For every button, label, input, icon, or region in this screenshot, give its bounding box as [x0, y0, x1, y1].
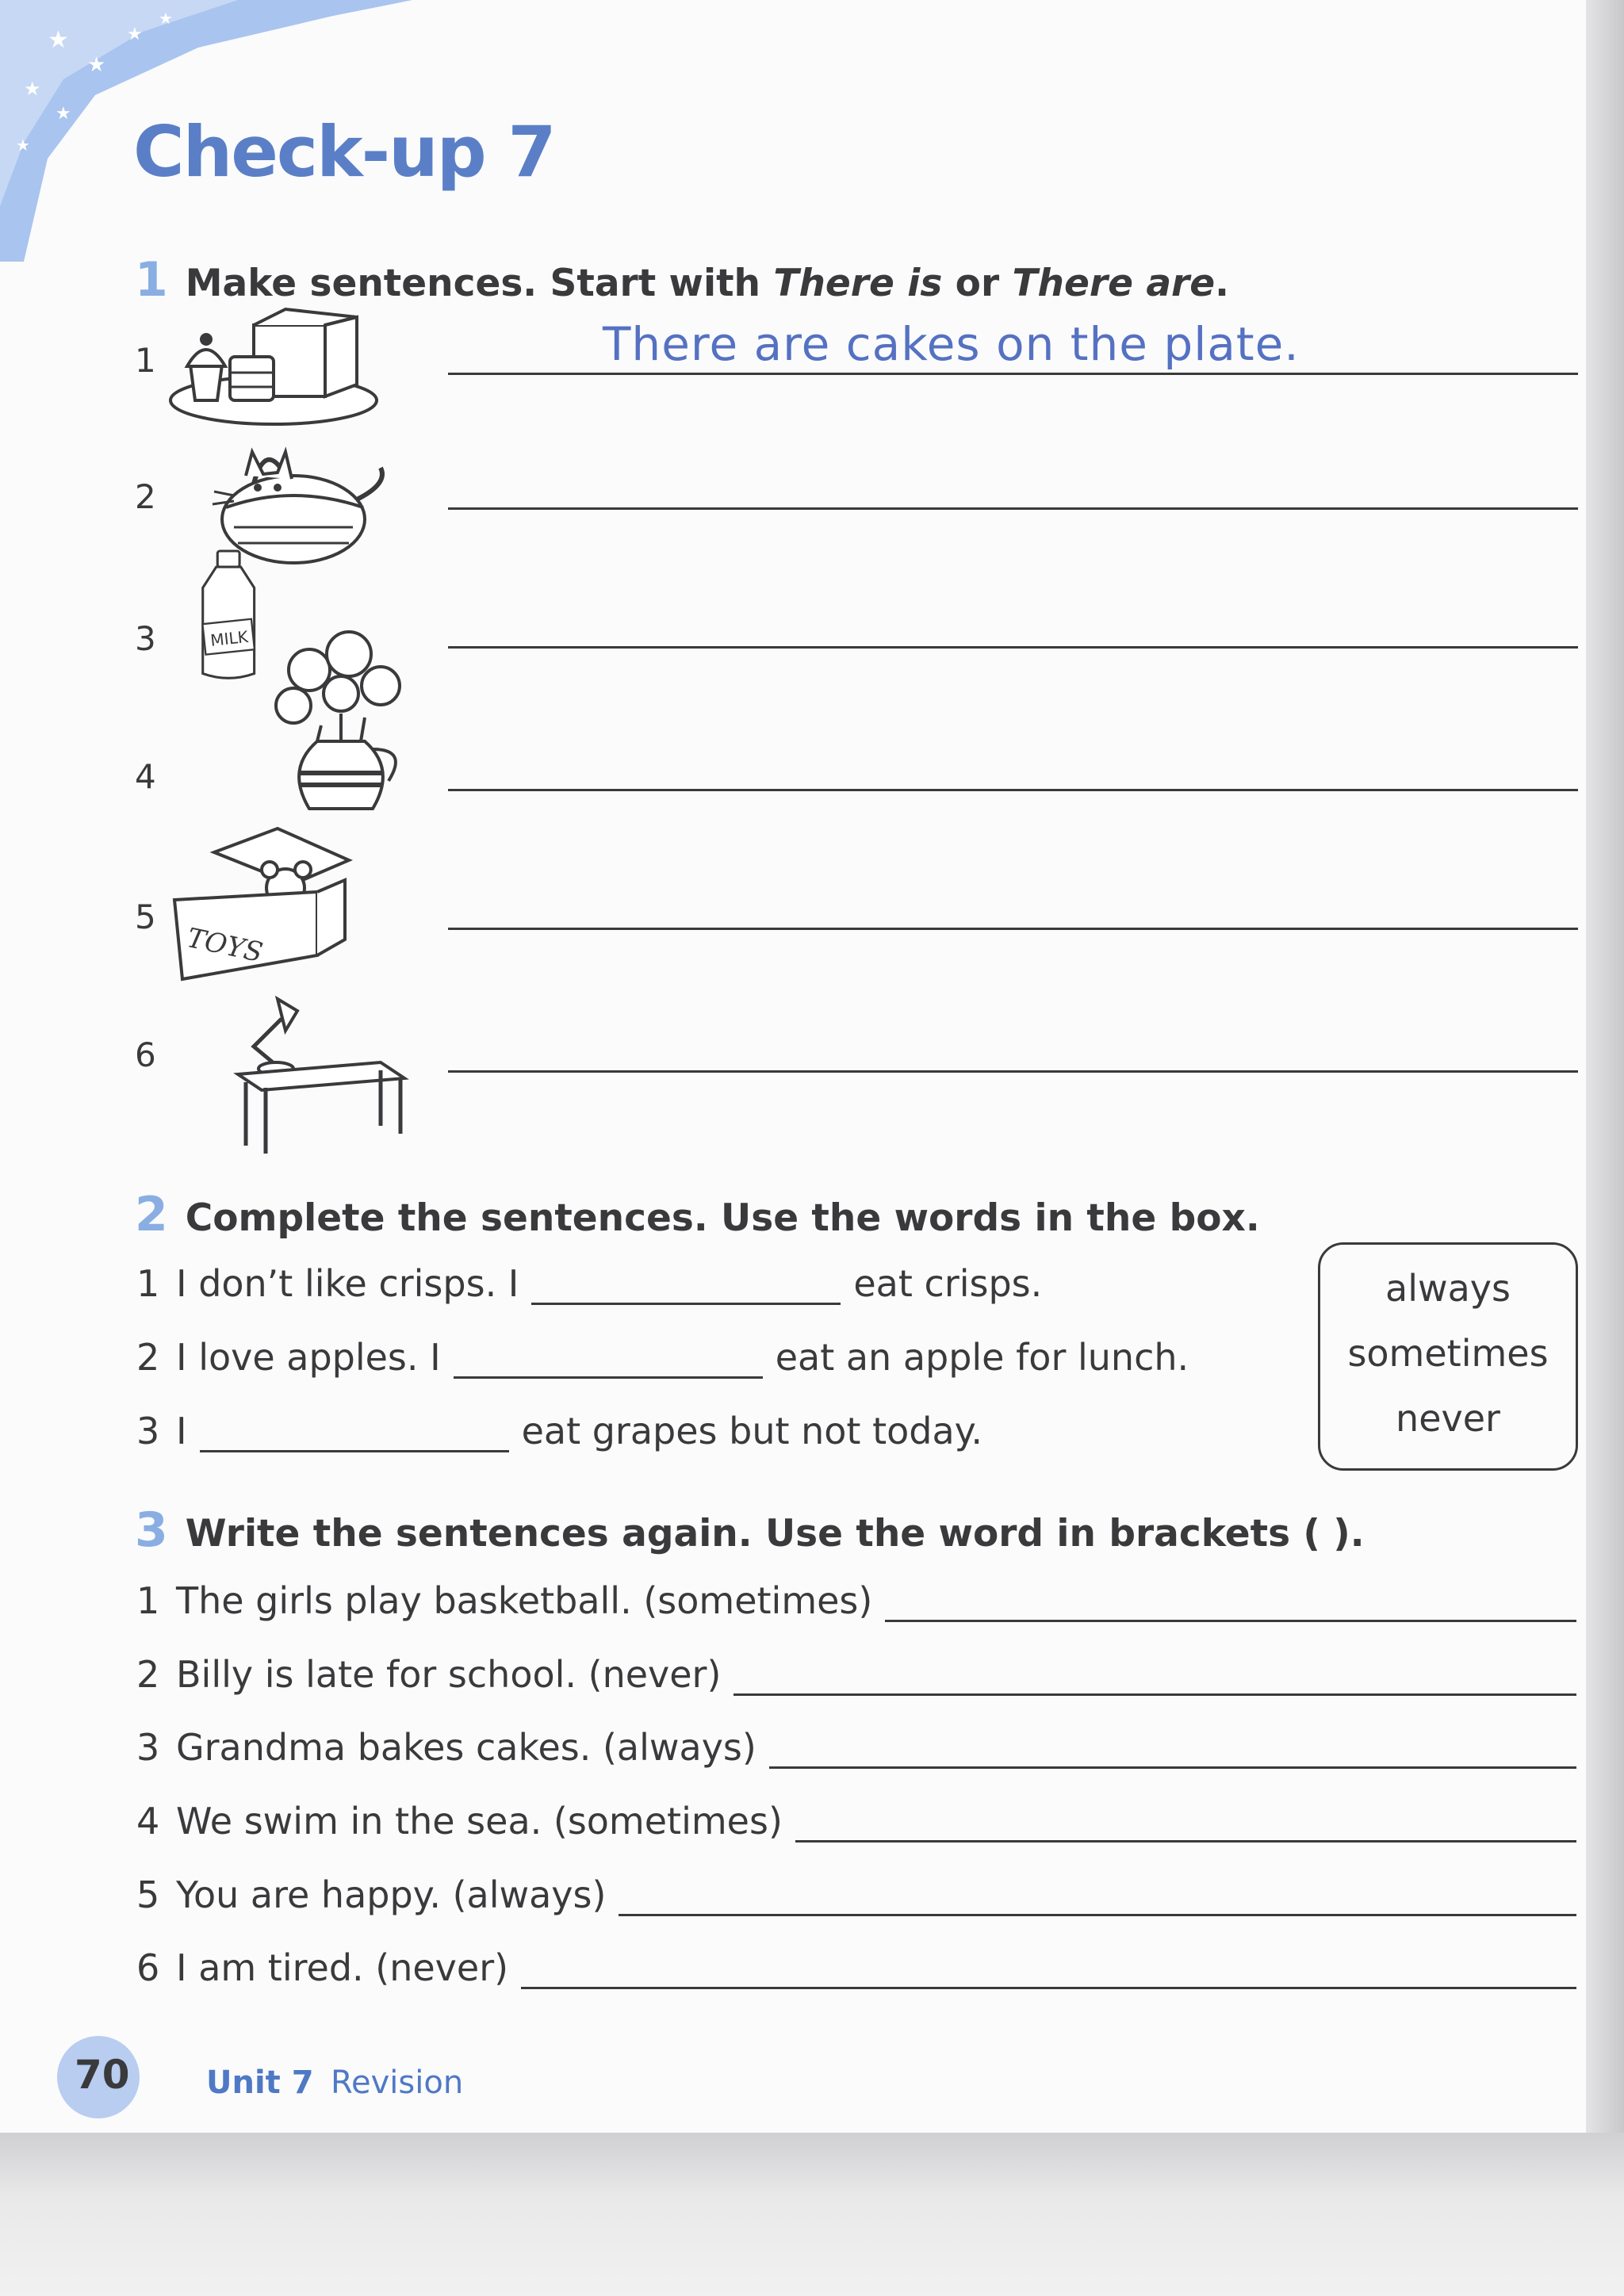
item-number: 3: [135, 619, 156, 658]
answer-line[interactable]: [448, 928, 1578, 930]
sentence-text: The girls play basketball. (sometimes): [176, 1579, 873, 1622]
exercise-2-item: [136, 1262, 1042, 1305]
exercise-3-item: [136, 1800, 1578, 1843]
exercise-1-item: [135, 317, 1578, 444]
svg-text:★: ★: [16, 136, 30, 155]
item-number: 5: [135, 897, 156, 936]
footer-unit: Unit 7: [206, 2064, 314, 2101]
item-number: 2: [135, 477, 156, 516]
word-box-item: sometimes: [1347, 1332, 1549, 1375]
answer-line[interactable]: [448, 646, 1578, 649]
exercise-3-heading: [135, 1502, 1365, 1558]
toys-label: TOYS: [184, 922, 266, 970]
sentence-text: You are happy. (always): [176, 1873, 607, 1916]
exercise-3-instruction: Write the sentences again. Use the word in brackets ( ).: [185, 1512, 1365, 1556]
flowers-in-vase-icon: [262, 630, 420, 828]
item-number: 1: [135, 341, 156, 380]
item-number: 1: [136, 1262, 160, 1305]
answer-line[interactable]: [619, 1879, 1576, 1916]
svg-text:★: ★: [87, 53, 106, 77]
page-title: Check-up 7: [133, 111, 555, 193]
answer-blank[interactable]: [200, 1418, 509, 1452]
item-number: 5: [136, 1873, 160, 1916]
cakes-on-plate-icon: [159, 309, 396, 444]
answer-line[interactable]: [448, 507, 1578, 510]
sentence-text: Billy is late for school. (never): [176, 1653, 722, 1696]
sentence-start: I: [176, 1410, 187, 1452]
footer-section: Revision: [331, 2064, 464, 2101]
exercise-3-number: 3: [135, 1502, 168, 1558]
exercise-1-period: .: [1215, 262, 1229, 305]
milk-label: MILK: [209, 626, 249, 650]
exercise-1-there-are: There are: [1012, 262, 1216, 305]
item-number: 3: [136, 1410, 160, 1452]
item-number: 6: [136, 1946, 160, 1989]
sentence-end: eat an apple for lunch.: [775, 1336, 1189, 1379]
item-number: 2: [136, 1336, 160, 1379]
answer-blank[interactable]: [454, 1345, 763, 1379]
exercise-2-item: [136, 1410, 982, 1452]
exercise-1-number: 1: [135, 252, 168, 308]
exercise-3-item: [136, 1653, 1578, 1696]
answer-line[interactable]: [885, 1585, 1576, 1622]
svg-text:★: ★: [127, 25, 143, 44]
exercise-3-item: [136, 1946, 1578, 1989]
svg-text:★: ★: [159, 9, 173, 28]
word-box-item: never: [1396, 1397, 1500, 1440]
handwritten-answer: There are cakes on the plate.: [603, 317, 1300, 371]
svg-text:★: ★: [56, 104, 71, 124]
answer-line[interactable]: [448, 789, 1578, 791]
item-number: 3: [136, 1726, 160, 1769]
exercise-1-there-is: There is: [773, 262, 943, 305]
exercise-3-item: [136, 1579, 1578, 1622]
sentence-text: Grandma bakes cakes. (always): [176, 1726, 756, 1769]
answer-line[interactable]: [521, 1952, 1576, 1989]
item-number: 1: [136, 1579, 160, 1622]
exercise-1-instruction: Make sentences. Start with: [185, 262, 774, 305]
answer-line[interactable]: [448, 373, 1578, 375]
exercise-2-item: [136, 1336, 1189, 1379]
item-number: 2: [136, 1653, 160, 1696]
answer-line[interactable]: [448, 1070, 1578, 1073]
page-edge-shadow: [1586, 0, 1624, 2133]
exercise-3-item: [136, 1726, 1578, 1769]
lamp-on-table-icon: [222, 999, 412, 1158]
exercise-2-number: 2: [135, 1187, 168, 1242]
item-number: 6: [135, 1035, 156, 1074]
exercise-3-item: [136, 1873, 1578, 1916]
exercise-1-item: [135, 1031, 1578, 1150]
svg-text:★: ★: [24, 78, 41, 100]
sentence-text: We swim in the sea. (sometimes): [176, 1800, 783, 1843]
sentence-text: I am tired. (never): [176, 1946, 509, 1989]
sentence-start: I love apples. I: [176, 1336, 441, 1379]
exercise-2-heading: [135, 1187, 1260, 1242]
svg-text:★: ★: [48, 26, 69, 54]
sentence-end: eat crisps.: [853, 1262, 1043, 1305]
answer-line[interactable]: [795, 1805, 1576, 1843]
exercise-1-or: or: [942, 262, 1013, 305]
answer-blank[interactable]: [531, 1271, 841, 1305]
page-number: 70: [75, 2052, 130, 2098]
item-number: 4: [135, 757, 156, 796]
exercise-1-item: [135, 888, 1578, 1007]
item-number: 4: [136, 1800, 160, 1843]
word-box-item: always: [1385, 1267, 1511, 1310]
exercise-1-heading: [135, 252, 1229, 308]
answer-line[interactable]: [733, 1659, 1576, 1696]
word-box: [1318, 1242, 1578, 1471]
toy-box-icon: [159, 828, 365, 987]
answer-line[interactable]: [769, 1732, 1576, 1769]
sentence-start: I don’t like crisps. I: [176, 1262, 519, 1305]
scan-background: [0, 2133, 1624, 2296]
sentence-end: eat grapes but not today.: [521, 1410, 982, 1452]
exercise-2-instruction: Complete the sentences. Use the words in the box.: [185, 1196, 1260, 1240]
